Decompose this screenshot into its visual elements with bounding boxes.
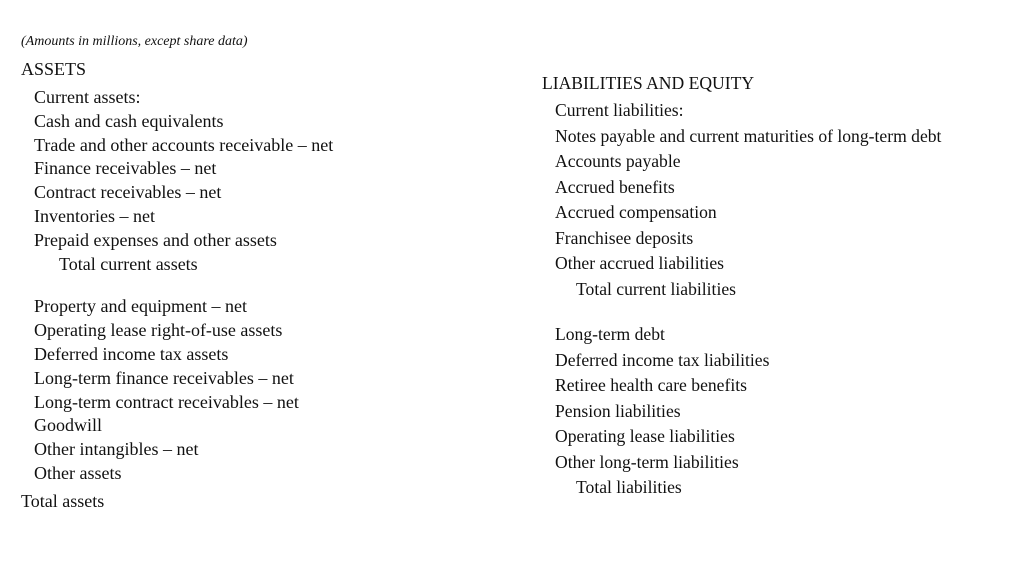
liability-line-item: Other long-term liabilities — [555, 451, 739, 472]
liability-line-item: Deferred income tax liabilities — [555, 349, 770, 370]
liability-line-item: Accounts payable — [555, 151, 681, 171]
liability-line-item: Retiree health care benefits — [555, 375, 747, 395]
asset-line-item: Trade and other accounts receivable – net — [34, 134, 334, 155]
assets-column — [21, 58, 333, 514]
asset-line-item: Goodwill — [34, 415, 103, 436]
liability-line-item: Pension liabilities — [555, 400, 681, 421]
asset-line-item: Prepaid expenses and other assets — [34, 229, 277, 250]
asset-line-item: Operating lease right-of-use assets — [34, 320, 283, 341]
asset-line-item: Property and equipment – net — [34, 296, 247, 317]
asset-line-item: Finance receivables – net — [34, 158, 217, 179]
liability-line-item: Other accrued liabilities — [555, 253, 725, 273]
liability-line-item: Operating lease liabilities — [555, 426, 735, 446]
total-current-assets-label: Total current assets — [59, 253, 198, 274]
total-liabilities-label: Total liabilities — [576, 477, 682, 497]
liabilities-heading: LIABILITIES AND EQUITY — [542, 73, 755, 93]
liability-line-item: Accrued compensation — [555, 202, 717, 222]
liability-line-item: Notes payable and current maturities of long-term debt — [555, 125, 942, 146]
asset-line-item: Inventories – net — [34, 205, 155, 226]
current-liabilities-header: Current liabilities: — [555, 100, 684, 120]
assets-heading: ASSETS — [21, 59, 87, 79]
asset-line-item: Long-term finance receivables – net — [34, 367, 294, 388]
current-assets-header: Current assets: — [34, 87, 141, 107]
liability-line-item: Franchisee deposits — [555, 227, 694, 248]
asset-line-item: Cash and cash equivalents — [34, 110, 224, 131]
asset-line-item: Deferred income tax assets — [34, 343, 229, 364]
asset-line-item: Contract receivables – net — [34, 182, 222, 203]
amounts-note: (Amounts in millions, except share data) — [21, 34, 248, 49]
total-current-liabilities-label: Total current liabilities — [576, 278, 736, 299]
liability-line-item: Accrued benefits — [555, 176, 675, 197]
asset-line-item: Other assets — [34, 462, 122, 483]
liabilities-column — [542, 71, 941, 501]
liability-line-item: Long-term debt — [555, 324, 665, 344]
asset-line-item: Other intangibles – net — [34, 439, 199, 460]
asset-line-item: Long-term contract receivables – net — [34, 391, 299, 412]
total-assets-label: Total assets — [21, 490, 105, 511]
